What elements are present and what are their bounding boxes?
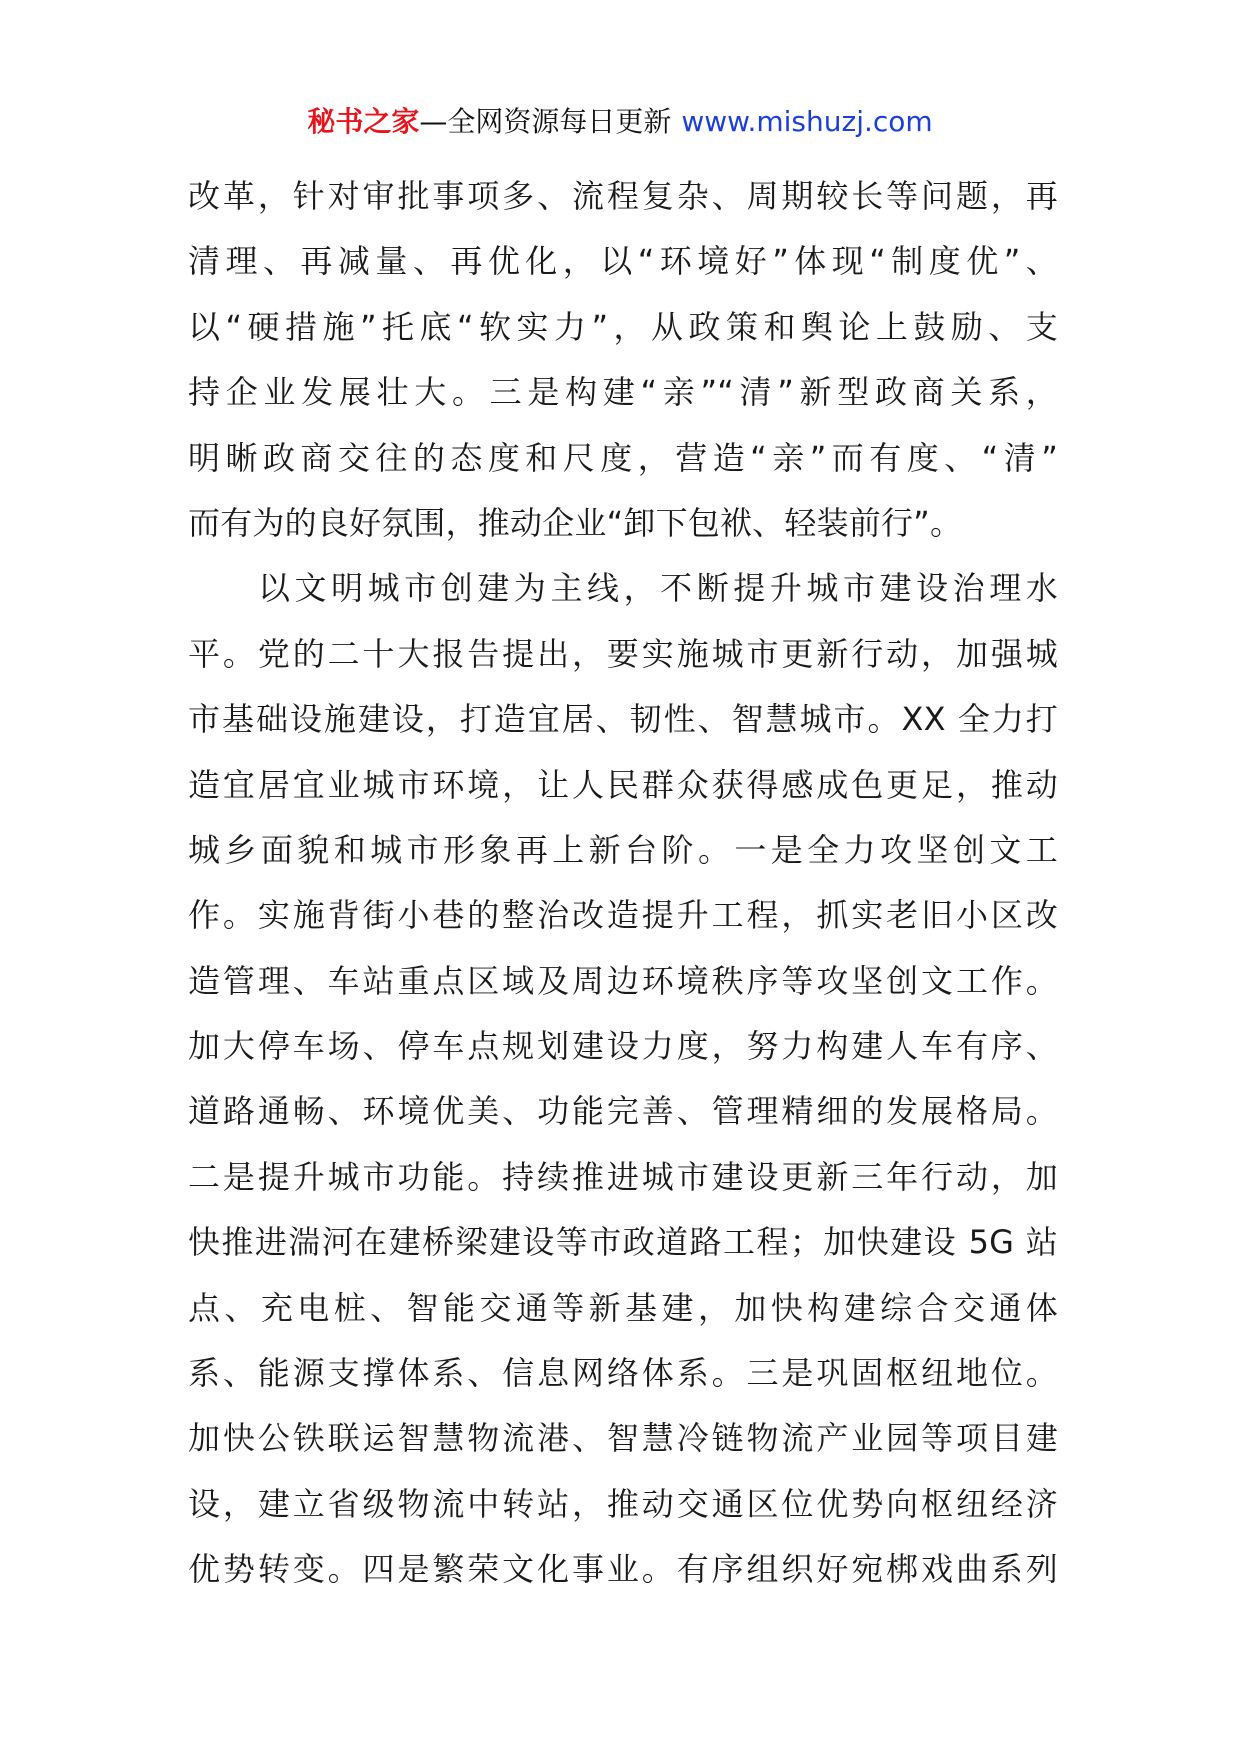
text-line: 道路通畅、环境优美、功能完善、管理精细的发展格局。 — [188, 1092, 1058, 1131]
text-line: 加快公铁联运智慧物流港、智慧冷链物流产业园等项目建 — [188, 1419, 1058, 1458]
text-line: 点、充电桩、智能交通等新基建，加快构建综合交通体 — [188, 1288, 1058, 1327]
text-line: 加大停车场、停车点规划建设力度，努力构建人车有序、 — [188, 1027, 1058, 1066]
document-body — [188, 164, 1058, 1603]
text-line: 快推进湍河在建桥梁建设等市政道路工程；加快建设 5G 站 — [188, 1223, 1058, 1262]
text-line: 设，建立省级物流中转站，推动交通区位优势向枢纽经济 — [188, 1484, 1058, 1523]
text-line: 市基础设施建设，打造宜居、韧性、智慧城市。XX 全力打 — [188, 700, 1058, 739]
text-line: 清理、再减量、再优化，以“环境好”体现“制度优”、 — [188, 242, 1058, 281]
page-header — [0, 102, 1240, 142]
text-line: 造宜居宜业城市环境，让人民群众获得感成色更足，推动 — [188, 765, 1058, 804]
text-line: 系、能源支撑体系、信息网络体系。三是巩固枢纽地位。 — [188, 1354, 1058, 1393]
text-line: 明晰政商交往的态度和尺度，营造“亲”而有度、“清” — [188, 438, 1058, 477]
text-line: 优势转变。四是繁荣文化事业。有序组织好宛梆戏曲系列 — [188, 1550, 1058, 1589]
text-line: 二是提升城市功能。持续推进城市建设更新三年行动，加 — [188, 1157, 1058, 1196]
brand-name: 秘书之家 — [307, 105, 420, 138]
text-line: 以“硬措施”托底“软实力”，从政策和舆论上鼓励、支 — [188, 307, 1058, 346]
text-line: 造管理、车站重点区域及周边环境秩序等攻坚创文工作。 — [188, 961, 1058, 1000]
text-line: 持企业发展壮大。三是构建“亲”“清”新型政商关系， — [188, 373, 1058, 412]
text-line: 改革，针对审批事项多、流程复杂、周期较长等问题，再 — [188, 177, 1058, 215]
text-line: 城乡面貌和城市形象再上新台阶。一是全力攻坚创文工 — [188, 830, 1058, 869]
paragraph-heading-line: 以文明城市创建为主线，不断提升城市建设治理水 — [258, 569, 1058, 608]
text-line: 作。实施背街小巷的整治改造提升工程，抓实老旧小区改 — [188, 896, 1058, 935]
paragraph-end-line: 而有为的良好氛围，推动企业“卸下包袱、轻装前行”。 — [188, 503, 963, 542]
header-tagline: —全网资源每日更新 — [419, 105, 672, 138]
text-line: 平。党的二十大报告提出，要实施城市更新行动，加强城 — [188, 634, 1058, 673]
site-url-link[interactable]: www.mishuzj.com — [681, 105, 933, 138]
